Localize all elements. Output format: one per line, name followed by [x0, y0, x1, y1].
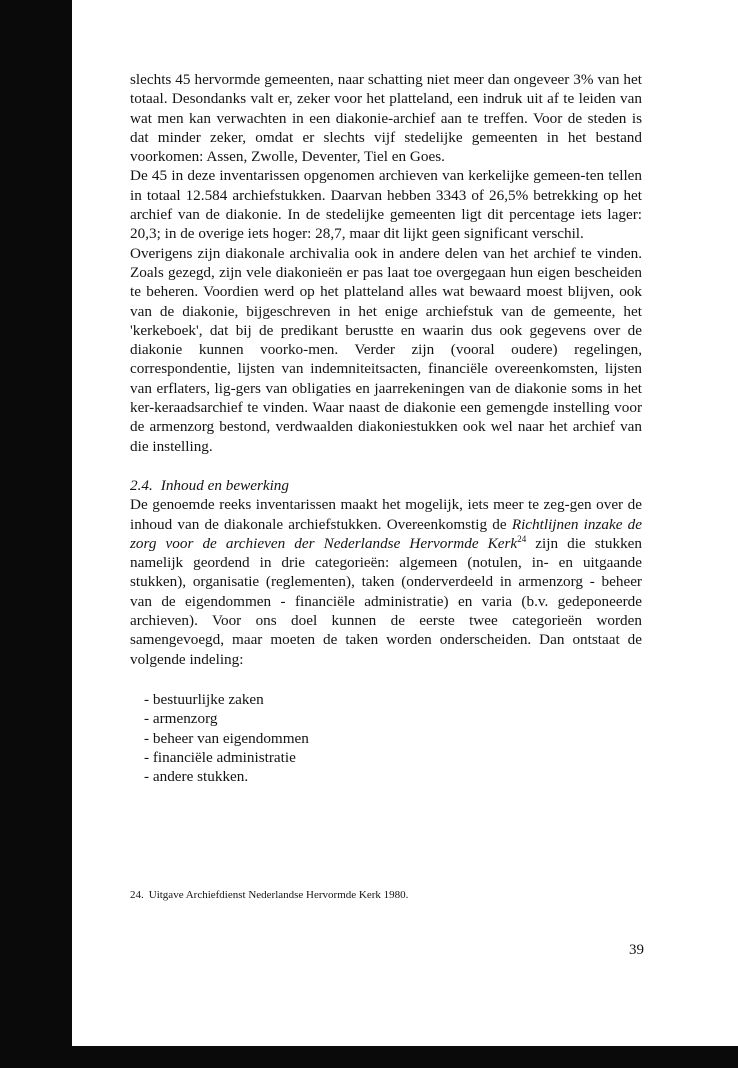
footnote-text: Uitgave Archiefdienst Nederlandse Hervormde Kerk 1980.	[148, 889, 409, 901]
section-paragraph-after: zijn die stukken namelijk geordend in drie categorieën: algemeen (notulen, in- en uitgaande stukken), organisatie (reglementen), taken (onderverdeeld in armenzorg - beheer van de eigendommen - financiële administratie) en varia (b.v. gedeponeerde archieven). Voor ons doel kunnen de eerste twee categorieën worden samengevoegd, maar moeten de taken worden onderscheiden. Dan ontstaat de volgende indeling:	[130, 534, 642, 668]
category-list	[144, 690, 642, 786]
list-item: - bestuurlijke zaken	[144, 690, 642, 709]
paragraph-2: De 45 in deze inventarissen opgenomen archieven van kerkelijke gemeen-ten tellen in totaal 12.584 archiefstukken. Daarvan hebben 3343 of 26,5% betrekking op het archief van de diakonie. In de stedelijke gemeenten ligt dit percentage iets lager: 20,3; in de overige iets hoger: 28,7, maar dit lijkt geen significant verschil.	[130, 167, 642, 243]
list-item: - andere stukken.	[144, 767, 642, 786]
list-item: - financiële administratie	[144, 748, 642, 767]
paragraph-1: slechts 45 hervormde gemeenten, naar schatting niet meer dan ongeveer 3% van het totaal. Desondanks valt er, zeker voor het platteland, een indruk uit af te leiden van wat men kan verwachten in een diakonie-archief aan te treffen. Voor de steden is dat minder zeker, omdat er slechts vijf stedelijke gemeenten in het bestand voorkomen: Assen, Zwolle, Deventer, Tiel en Goes.	[130, 71, 642, 166]
section-paragraph-before: De genoemde reeks inventarissen maakt het mogelijk, iets meer te zeg-gen over de inhoud van de diakonale archiefstukken. Overeenkomstig de	[130, 496, 642, 533]
page-number: 39	[629, 942, 644, 958]
guidelines-title: Richtlijnen inzake de zorg voor de archieven der Nederlandse Hervormde Kerk	[130, 515, 642, 552]
page-body	[130, 70, 642, 786]
section-heading	[130, 476, 642, 495]
list-item: - armenzorg	[144, 709, 642, 728]
section-number: 2.4.	[130, 476, 153, 494]
list-item: - beheer van eigendommen	[144, 729, 642, 748]
footnote-number: 24.	[130, 889, 144, 901]
section-paragraph	[130, 495, 642, 669]
scan-border-bottom	[0, 1046, 738, 1068]
footnote	[130, 888, 642, 902]
footnote-reference: 24	[517, 533, 527, 544]
paragraph-3: Overigens zijn diakonale archivalia ook in andere delen van het archief te vinden. Zoals gezegd, zijn vele diakonieën er pas laat toe overgegaan hun eigen bescheiden te beheren. Voordien werd op het platteland alles wat bewaard moest blijven, ook van de diakonie, bijgeschreven in het enige archiefstuk van de gemeente, het 'kerkeboek', dat bij de predikant berustte en waarin dus ook gegevens over de diakonie kunnen voorko-men. Verder zijn (vooral oudere) regelingen, correspondentie, lijsten van indemniteitsacten, financiële overeenkomsten, lijsten van erflaters, lig-gers van obligaties en jaarrekeningen van de diakonie soms in het ker-keraadsarchief te vinden. Waar naast de diakonie een gemengde instelling voor de armenzorg bestond, verdwaalden diakoniestukken ook wel naar het archief van die instelling.	[130, 244, 642, 455]
scan-border-left	[0, 0, 72, 1068]
section-title: Inhoud en bewerking	[160, 476, 289, 494]
